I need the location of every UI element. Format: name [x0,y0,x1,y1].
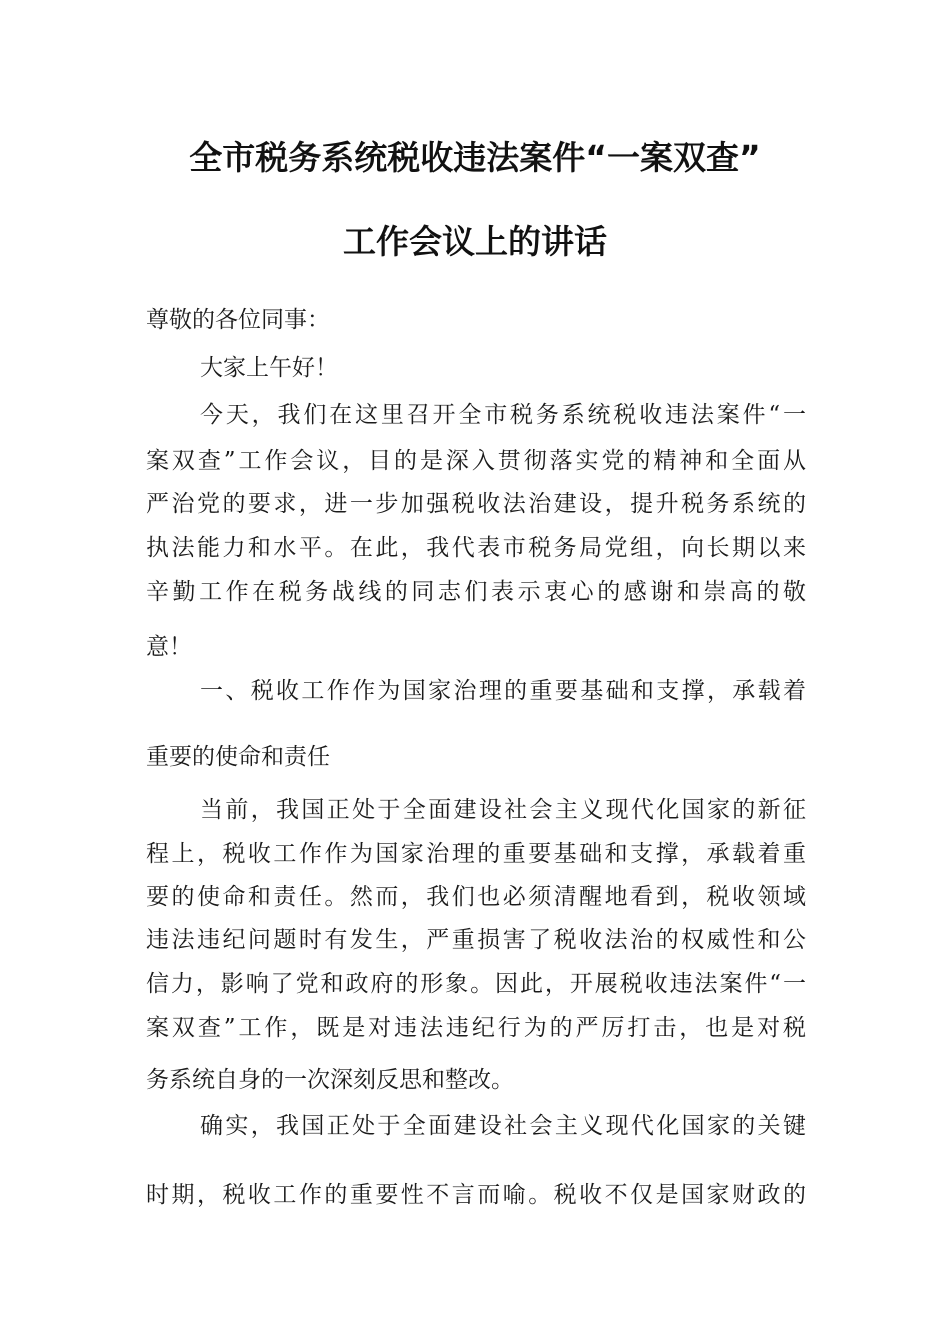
title-line-1: 全市税务系统税收违法案件“一案双查” [189,138,761,177]
paragraph-line: 时期，税收工作的重要性不言而喻。税收不仅是国家财政的 [146,1182,806,1208]
paragraph-line: 要的使命和责任。然而，我们也必须清醒地看到，税收领域 [146,884,806,910]
greeting: 大家上午好！ [200,355,338,381]
paragraph-line: 务系统自身的一次深刻反思和整改。 [146,1067,514,1093]
paragraph-line: 辛勤工作在税务战线的同志们表示衷心的感谢和崇高的敬 [146,579,806,605]
paragraph-line: 违法违纪问题时有发生，严重损害了税收法治的权威性和公 [146,927,806,953]
paragraph-line: 信力，影响了党和政府的形象。因此，开展税收违法案件“一 [146,971,806,997]
paragraph-line: 案双查”工作会议，目的是深入贯彻落实党的精神和全面从 [146,448,806,474]
paragraph-line: 当前，我国正处于全面建设社会主义现代化国家的新征 [200,797,806,823]
section-heading: 一、税收工作作为国家治理的重要基础和支撑，承载着 [200,678,806,704]
title-line-2: 工作会议上的讲话 [343,222,607,261]
paragraph-line: 意！ [146,634,192,660]
section-heading: 重要的使命和责任 [146,744,330,770]
paragraph-line: 案双查”工作，既是对违法违纪行为的严厉打击，也是对税 [146,1015,806,1041]
salutation: 尊敬的各位同事： [146,307,330,333]
paragraph-line: 执法能力和水平。在此，我代表市税务局党组，向长期以来 [146,535,806,561]
paragraph-line: 今天，我们在这里召开全市税务系统税收违法案件“一 [200,402,806,428]
paragraph-line: 严治党的要求，进一步加强税收法治建设，提升税务系统的 [146,491,806,517]
paragraph-line: 确实，我国正处于全面建设社会主义现代化国家的关键 [200,1113,806,1139]
paragraph-line: 程上，税收工作作为国家治理的重要基础和支撑，承载着重 [146,841,806,867]
